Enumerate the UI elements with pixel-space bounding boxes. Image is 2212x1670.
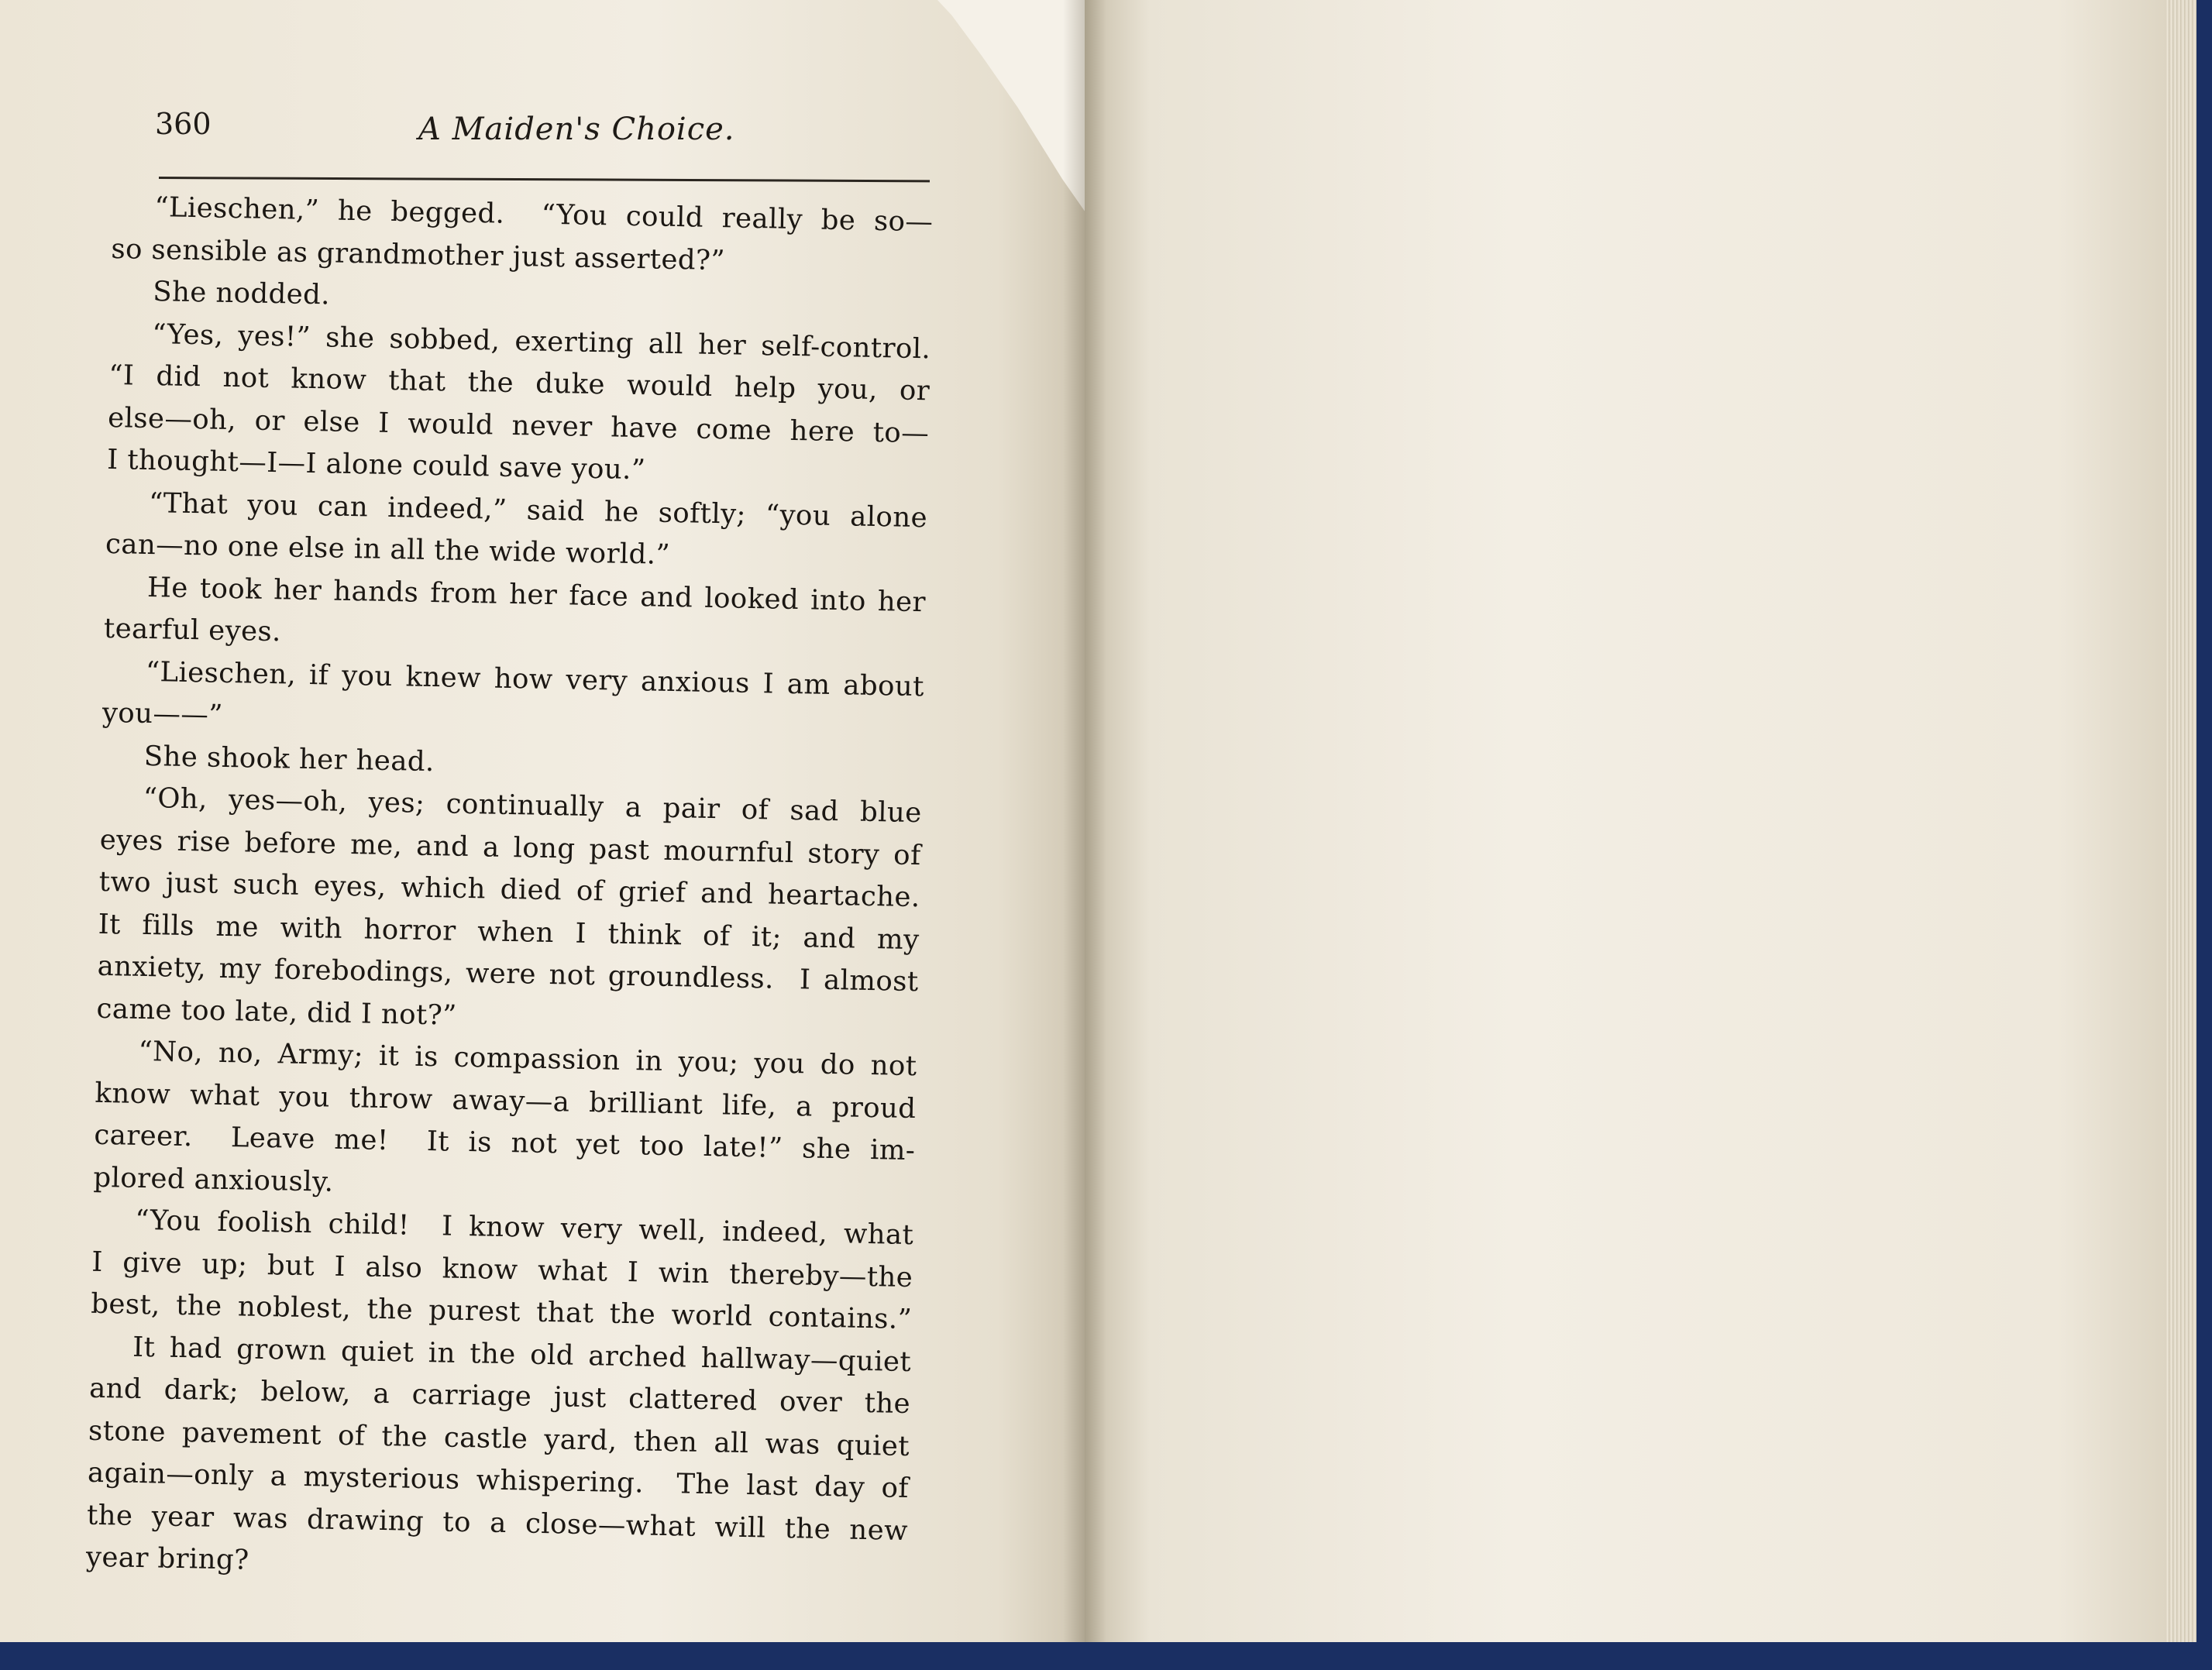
text-line: came too late, did I not?” <box>96 992 458 1032</box>
running-title: A Maiden's Choice. <box>418 112 735 147</box>
text-line: tearful eyes. <box>103 612 282 648</box>
text-line: year bring? <box>85 1541 249 1576</box>
text-line: He took her hands from her face and looked into her <box>146 571 927 618</box>
gutter-shadow <box>1063 0 1106 1642</box>
text-line: “I did not know that the duke would help you, or <box>108 359 931 407</box>
body-text <box>85 186 933 1595</box>
text-line: It fills me with horror when I think of it; and my <box>98 908 920 956</box>
text-line: “You foolish child! I know very well, indeed, what <box>134 1204 914 1252</box>
text-line: “Yes, yes!” she sobbed, exerting all her self-control. <box>151 318 931 365</box>
text-line: else—oh, or else I would never have come here to— <box>107 401 930 449</box>
text-line: know what you throw away—a brilliant life, a proud <box>95 1077 917 1125</box>
text-line: “Oh, yes—oh, yes; continually a pair of sad blue <box>143 782 923 830</box>
text-line: again—only a mysterious whispering. The last day of <box>87 1456 910 1505</box>
page-number: 360 <box>155 107 212 141</box>
text-line: anxiety, my forebodings, were not groundless. I almost <box>97 950 919 998</box>
text-line: you——” <box>101 696 224 731</box>
text-line: career. Leave me! It is not yet too late!” she im- <box>94 1118 916 1167</box>
page-edges <box>2166 0 2197 1642</box>
text-line: stone pavement of the castle yard, then all was quiet <box>88 1414 910 1462</box>
text-line: It had grown quiet in the old arched hallway—quiet <box>132 1331 912 1378</box>
text-line: and dark; below, a carriage just clattered over the <box>88 1372 911 1421</box>
text-line: “No, no, Army; it is compassion in you; you do not <box>138 1035 917 1083</box>
left-page <box>0 0 1085 1642</box>
text-line: so sensible as grandmother just asserted?” <box>111 232 726 277</box>
text-line: “Lieschen, if you knew how very anxious I am about <box>145 655 925 703</box>
text-line: the year was drawing to a close—what will the new <box>86 1499 909 1547</box>
text-line: plored anxiously. <box>93 1161 334 1198</box>
text-line: I thought—I—I alone could save you.” <box>106 443 646 486</box>
text-line: can—no one else in all the wide world.” <box>105 527 671 571</box>
text-line: She shook her head. <box>143 740 435 778</box>
text-line: two just such eyes, which died of grief and heartache. <box>98 865 920 914</box>
text-line: eyes rise before me, and a long past mournful story of <box>99 823 921 871</box>
text-line: She nodded. <box>152 276 331 311</box>
running-head <box>155 101 930 155</box>
header-rule <box>159 177 930 182</box>
text-line: “That you can indeed,” said he softly; “you alone <box>148 486 928 534</box>
text-line: I give up; but I also know what I win thereby—the <box>91 1246 913 1294</box>
right-page <box>1085 0 2166 1642</box>
text-line: best, the noblest, the purest that the world contains.” <box>90 1287 913 1336</box>
text-line: “Lieschen,” he begged. “You could really be so— <box>154 191 934 239</box>
